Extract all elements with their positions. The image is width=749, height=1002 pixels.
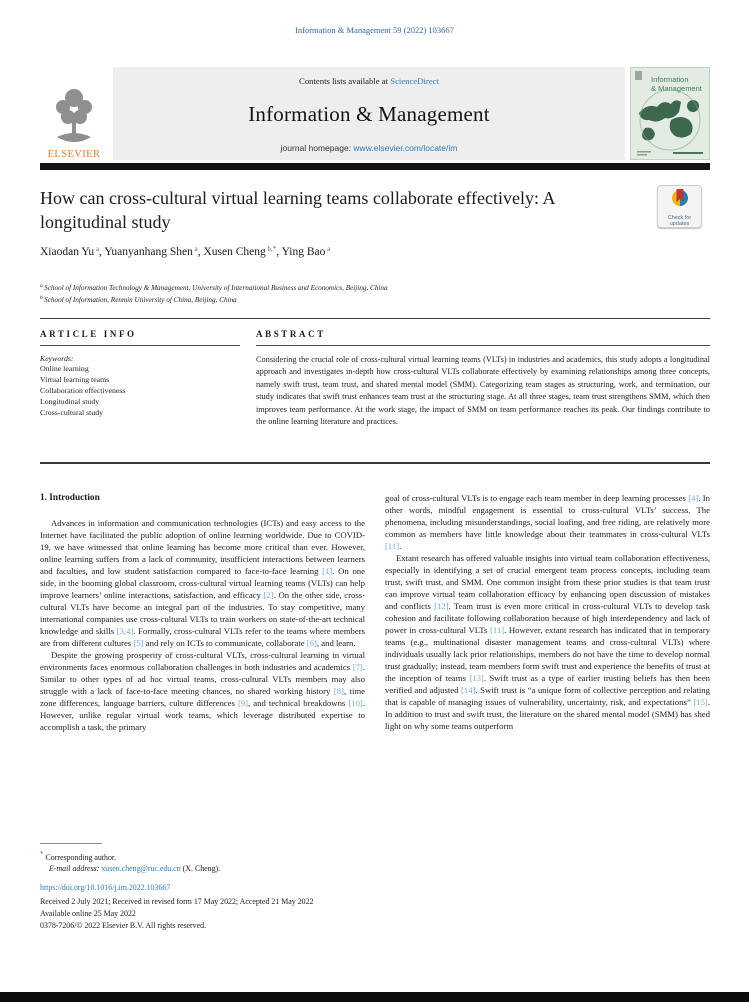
body-paragraph: Advances in information and communication technologies (ICTs) and easy access to the Internet have facilitated the public adoption of online learning worldwide. Due to COVID-19, we have witnessed that online learning has become more critical than ever. However, online learning suffers from a lack of community, insufficient interactions between learners and faculties, and low student satisfaction compared to face-to-face learning [1]. On one side, in the booming global classroom, cross-cultural virtual learning teams (VLTs) can help improve learners’ online interactions, satisfaction, and efficacy [2]. On the other side, cross-cultural VLTs have become an integral part of the industries. To stay competitive, many international companies use cross-cultural VLTs to train workers on state-of-the-art technical knowledge and skills [3,4]. Formally, cross-cultural VLTs refer to the teams where members are from different cultures [5] and rely on ICTs to communicate, collaborate [6], and learn.: [40, 518, 365, 648]
keywords-list: [40, 363, 240, 418]
footnote-separator: [40, 843, 102, 844]
article-title: How can cross-cultural virtual learning teams collaborate effectively: A longitudinal study: [40, 188, 555, 232]
homepage-link[interactable]: www.elsevier.com/locate/im: [353, 143, 458, 153]
author-name: Ying Bao: [281, 246, 326, 258]
email-suffix: (X. Cheng).: [182, 864, 221, 873]
check-for-updates-label: [668, 215, 692, 227]
affiliations: [40, 281, 680, 305]
copyright-line: 0378-7206/© 2022 Elsevier B.V. All rights reserved.: [40, 921, 207, 930]
footnote-marker: *: [40, 850, 44, 858]
svg-text:Information: Information: [651, 75, 689, 84]
cover-map-icon: [631, 68, 709, 159]
header-divider-bar: [40, 163, 710, 170]
author-name: Xiaodan Yu: [40, 246, 95, 258]
article-info-abstract-section: [40, 318, 710, 464]
footnote-line1: [40, 849, 460, 863]
affiliation-line: [40, 293, 680, 305]
homepage-prefix: journal homepage:: [280, 143, 354, 153]
keyword-item: Online learning: [40, 364, 89, 373]
keyword-item: Virtual learning teams: [40, 375, 110, 384]
keyword-item: Cross-cultural study: [40, 408, 104, 417]
homepage-line: [113, 143, 625, 153]
body-right-column: [385, 492, 710, 848]
elsevier-tree-icon: [47, 85, 101, 148]
citation-link[interactable]: [3,4]: [116, 626, 134, 636]
citation-link[interactable]: [15]: [693, 697, 708, 707]
citation-link[interactable]: [6]: [306, 638, 317, 648]
article-footer: [40, 882, 600, 932]
contents-prefix: Contents lists available at: [299, 76, 391, 86]
badge-text-line2: updates: [669, 221, 690, 227]
affiliation-text: School of Information, Renmin University of China, Beijing, China: [44, 296, 237, 304]
citation-link[interactable]: [11]: [385, 541, 400, 551]
body-paragraph: Despite the growing prosperity of cross-cultural VLTs, cross-cultural learning in virtual environments faces enormous collaboration challenges in both industries and academics [7]. Similar to other types of ad hoc virtual teams, cross-cultural VLTs members may also struggle with a lack of face-to-face meeting chances, no shared working history [8], time zone differences, language barriers, culture differences [9], and technical breakdowns [10]. However, unlike regular virtual work teams, which leverage distributed expertise to accomplish a task, the primary: [40, 650, 365, 732]
contents-line: [113, 76, 625, 86]
email-link[interactable]: xusen.cheng@ruc.edu.cn: [101, 864, 181, 873]
body-columns: [40, 492, 710, 848]
badge-text-line1: Check for: [667, 215, 692, 221]
abstract-heading: ABSTRACT: [256, 329, 326, 339]
citation-link[interactable]: [12]: [434, 601, 449, 611]
citation-link[interactable]: [5]: [133, 638, 144, 648]
masthead-journal-ref: Information & Management 59 (2022) 103667: [295, 25, 454, 35]
affiliation-sup: a: [40, 283, 45, 289]
author-affiliation-sup: b,*: [265, 245, 277, 253]
corresponding-author-note: [40, 843, 460, 874]
section-heading-introduction: 1. Introduction: [40, 493, 100, 503]
body-paragraph: Extant research has offered valuable insights into virtual team collaboration effectiveness, especially in identifying a set of crucial emergent team process concepts, including team trust, swift trust, and SMM. One common insight from these prior studies is that team trust can improve virtual team collaboration efficacy by enhancing open discussion of mistakes and conflicts [12]. Team trust is even more critical in cross-cultural VLTs to develop task cohesion and facilitate following collaboration because of high interdependency and lack of power in cross-cultural VLTs [11]. However, extant research has indicated that in temporary teams (e.g., multinational disaster management teams and cross-cultural VLTs) where individuals usually lack prior relationships, members do not have the time to develop normal trust gradually; instead, team members form swift trust and experience the benefits of trust at the inception of teams [13]. Swift trust as a type of earlier trusting beliefs has then been verified and adjusted [14]. Swift trust is “a unique form of collective perception and relating that is capable of managing issues of vulnerability, uncertainty, risk, and expectations” [15]. In addition to trust and swift trust, the literature on the shared mental model (SMM) has shed light on why some teams outperform: [385, 553, 710, 731]
journal-title: Information & Management: [248, 102, 490, 126]
affiliation-line: [40, 281, 680, 293]
affiliation-sup: b: [40, 295, 45, 301]
journal-banner-box: [113, 67, 625, 160]
sciencedirect-link[interactable]: ScienceDirect: [390, 76, 439, 86]
check-for-updates-icon: [670, 188, 690, 215]
citation-link[interactable]: [1]: [322, 566, 333, 576]
citation-link[interactable]: [9]: [237, 698, 249, 708]
journal-cover-thumbnail[interactable]: [630, 67, 710, 160]
article-info-heading-rule: [40, 345, 240, 346]
keywords-label: Keywords:: [40, 354, 74, 363]
citation-link[interactable]: [14]: [460, 685, 476, 695]
keyword-item: Collaboration effectiveness: [40, 386, 126, 395]
citation-link[interactable]: [13]: [469, 673, 484, 683]
received-line: Received 2 July 2021; Received in revised form 17 May 2022; Accepted 21 May 2022: [40, 897, 314, 906]
keyword-item: Longitudinal study: [40, 397, 100, 406]
doi-link[interactable]: https://doi.org/10.1016/j.im.2022.103667: [40, 883, 171, 892]
citation-link[interactable]: [4]: [688, 493, 699, 503]
body-paragraph: goal of cross-cultural VLTs is to engage each team member in deep learning processes [4]. In other words, mindful engagement is essential to cross-cultural VLTs’ success. The phenomena, including misunderstandings, social loafing, and free riding, are relatively more common as members have little knowledge about their teammates in cross-cultural VLTs [11].: [385, 493, 710, 551]
author-name: Xusen Cheng: [203, 246, 266, 258]
available-online-line: Available online 25 May 2022: [40, 909, 136, 918]
citation-link[interactable]: [8]: [333, 686, 344, 696]
corresponding-text: Corresponding author.: [45, 853, 117, 862]
header-banner: [40, 67, 710, 160]
bottom-window-edge: [0, 992, 749, 1002]
abstract-heading-rule: [256, 345, 710, 346]
article-info-heading: ARTICLE INFO: [40, 329, 137, 339]
affiliation-text: School of Information Technology & Management, University of International Business and Economics, Beijing, China: [44, 284, 388, 292]
body-left-paragraphs: [40, 517, 365, 733]
email-label: E-mail address:: [49, 864, 100, 873]
abstract-text: Considering the crucial role of cross-cultural virtual learning teams (VLTs) in industries and academics, this study adopts a longitudinal approach and investigates in-depth how cross-cultural VLTs collaborate effectively by examining relationships among three concepts, namely swift trust, team trust, and shared mental model (SMM). Categorizing team stages as structuring, work, and termination, our study indicates that swift trust enhances team trust at the structuring stage. At all three stages, team trust strengthens SMM, which then improves team performance. At the work stage, the impact of SMM on team performance reaches its peak. Our findings contribute to the online learning literature and practices.: [256, 355, 710, 427]
citation-link[interactable]: [10]: [348, 698, 363, 708]
author-affiliation-sup: a: [192, 245, 198, 253]
body-right-paragraphs: [385, 492, 710, 732]
author-name: Yuanyanhang Shen: [104, 246, 193, 258]
authors-line: Xiaodan Yu $^a$, Yuanyanhang Shen $^a$, Xusen Cheng $^{b,*}$, Ying Bao $^a$: [40, 245, 331, 258]
svg-text:& Management: & Management: [651, 84, 702, 93]
elsevier-logo: [40, 67, 108, 160]
citation-link[interactable]: [2]: [263, 590, 274, 600]
body-left-column: [40, 492, 365, 848]
footnote-line2: [49, 863, 460, 874]
citation-link[interactable]: [11]: [489, 625, 505, 635]
author-affiliation-sup: a: [94, 245, 100, 253]
abstract-column: [256, 329, 710, 450]
author-affiliation-sup: a: [325, 245, 331, 253]
check-for-updates-badge[interactable]: [657, 185, 702, 228]
article-info-column: [40, 329, 240, 450]
elsevier-wordmark: ELSEVIER: [47, 149, 101, 160]
citation-link[interactable]: [7]: [352, 662, 363, 672]
